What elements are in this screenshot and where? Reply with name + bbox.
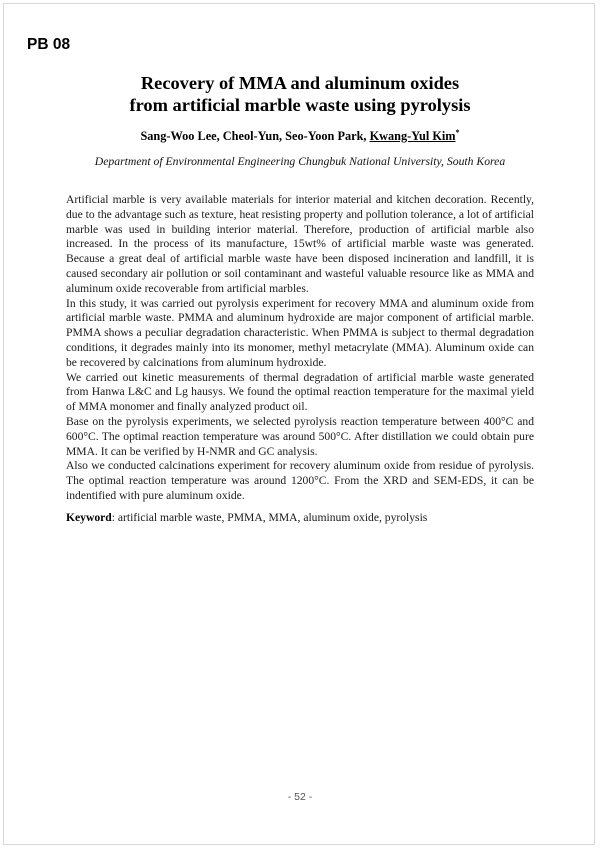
title-line-2: from artificial marble waste using pyrolysis [129, 95, 471, 115]
abstract-paragraph: In this study, it was carried out pyrolysis experiment for recovery MMA and aluminum oxide from artificial marble waste. PMMA and aluminum hydroxide are major component of artificial marble. PMMA shows a peculiar degradation characteristic. When PMMA is subject to thermal degradation conditions, it degrades mainly into its monomer, methyl metacrylate (MMA). Aluminum oxide can be recovered by calcinations from aluminum hydroxide. [66, 296, 534, 369]
title-line-1: Recovery of MMA and aluminum oxides [140, 73, 460, 93]
poster-code: PB 08 [27, 36, 71, 53]
keyword-label: Keyword [66, 511, 112, 524]
abstract-body [66, 193, 534, 504]
paper-title [40, 72, 560, 116]
abstract-paragraph: Also we conducted calcinations experiment for recovery aluminum oxide from residue of pyrolysis. The optimal reaction temperature was around 1200°C. From the XRD and SEM-EDS, it can be indentified with pure aluminum oxide. [66, 459, 534, 502]
corresponding-mark: * [455, 128, 460, 137]
abstract-paragraph: Base on the pyrolysis experiments, we selected pyrolysis reaction temperature between 400°C and 600°C. The optimal reaction temperature was around 500°C. After distillation we could obtain pure MMA. It can be verified by H-NMR and GC analysis. [66, 414, 534, 458]
author-list [40, 128, 560, 144]
keyword-text: : artificial marble waste, PMMA, MMA, aluminum oxide, pyrolysis [111, 511, 428, 524]
page-number: - 52 - [287, 791, 313, 803]
keyword-line [66, 511, 534, 526]
authors-plain: Sang-Woo Lee, Cheol-Yun, Seo-Yoon Park, [140, 129, 367, 143]
abstract-paragraph: Artificial marble is very available materials for interior material and kitchen decoration. Recently, due to the advantage such as texture, heat resisting property and pollution tolerance, a lot of artificial marble was used in building interior material. Therefore, production of artificial marble also increased. In the process of its manufacture, 15wt% of artificial marble waste was generated. Because a great deal of artificial marble waste have been disposed incineration and landfill, it is caused secondary air pollution or soil contaminant and wasteful valuable resource like as MMA and aluminum oxide recoverable from artificial marbles. [66, 193, 534, 295]
corresponding-author: Kwang-Yul Kim [369, 129, 456, 143]
abstract-paragraph: We carried out kinetic measurements of thermal degradation of artificial marble waste generated from Hanwa L&C and Lg hausys. We found the optimal reaction temperature for the maximal yield of MMA monomer and finally analyzed product oil. [66, 370, 534, 414]
affiliation: Department of Environmental Engineering Chungbuk National University, South Korea [94, 155, 506, 168]
